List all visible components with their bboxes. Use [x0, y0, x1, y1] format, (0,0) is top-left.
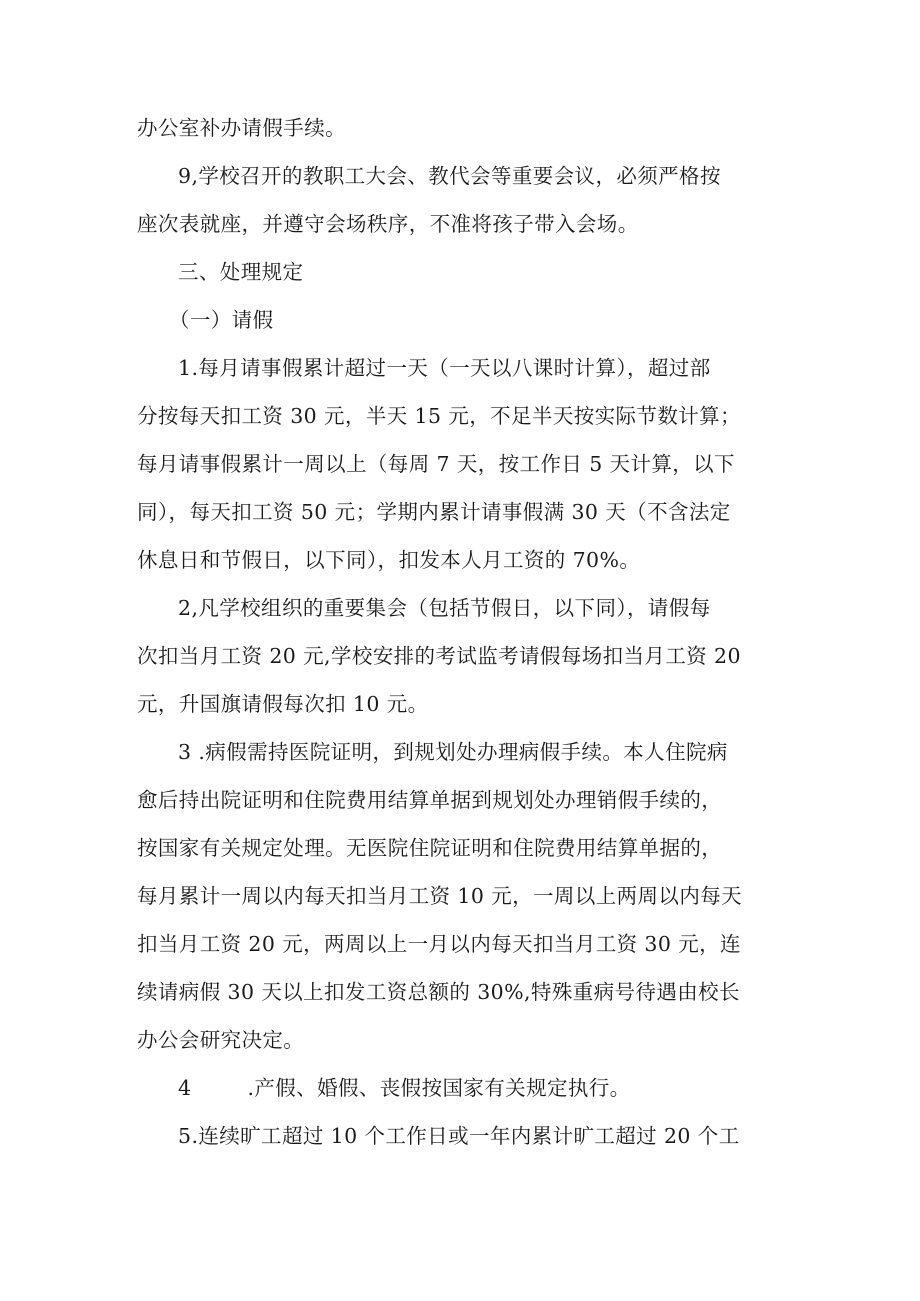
paragraph-line: 3 .病假需持医院证明，到规划处办理病假手续。本人住院病: [178, 740, 728, 764]
subsection-heading: （一）请假: [169, 308, 274, 332]
paragraph-line: 休息日和节假日，以下同），扣发本人月工资的 70%。: [137, 548, 641, 572]
paragraph-line: 愈后持出院证明和住院费用结算单据到规划处办理销假手续的，: [137, 788, 723, 812]
paragraph-line: 每月请事假累计一周以上（每周 7 天，按工作日 5 天计算，以下: [137, 452, 735, 476]
paragraph-line: 办公室补办请假手续。: [137, 116, 346, 140]
paragraph-line: 按国家有关规定处理。无医院住院证明和住院费用结算单据的，: [137, 836, 723, 860]
paragraph-line: 1.每月请事假累计超过一天（一天以八课时计算），超过部: [178, 356, 711, 380]
paragraph-line: 2,凡学校组织的重要集会（包括节假日，以下同），请假每: [178, 596, 711, 620]
paragraph-line: 5.连续旷工超过 10 个工作日或一年内累计旷工超过 20 个工: [178, 1124, 740, 1148]
paragraph-line: [137, 1064, 791, 1112]
paragraph-line: 9,学校召开的教职工大会、教代会等重要会议，必须严格按: [178, 164, 721, 188]
document-body: [137, 104, 791, 1160]
paragraph-line: 次扣当月工资 20 元,学校安排的考试监考请假每场扣当月工资 20: [137, 644, 741, 668]
section-heading: 三、处理规定: [178, 260, 304, 284]
paragraph-line: 分按每天扣工资 30 元，半天 15 元，不足半天按实际节数计算；: [137, 404, 741, 428]
list-number: 4: [178, 1076, 192, 1100]
paragraph-line: 座次表就座，并遵守会场秩序，不准将孩子带入会场。: [137, 212, 639, 236]
paragraph-line: 元，升国旗请假每次扣 10 元。: [137, 692, 429, 716]
paragraph-line: 每月累计一周以内每天扣当月工资 10 元，一周以上两周以内每天: [137, 884, 743, 908]
paragraph-line: 办公会研究决定。: [137, 1028, 305, 1052]
paragraph-line: 扣当月工资 20 元，两周以上一月以内每天扣当月工资 30 元，连: [137, 932, 741, 956]
paragraph-line: 同），每天扣工资 50 元；学期内累计请事假满 30 天（不含法定: [137, 500, 731, 524]
list-text: .产假、婚假、丧假按国家有关规定执行。: [247, 1076, 631, 1100]
paragraph-line: 续请病假 30 天以上扣发工资总额的 30%,特殊重病号待遇由校长: [137, 980, 740, 1004]
